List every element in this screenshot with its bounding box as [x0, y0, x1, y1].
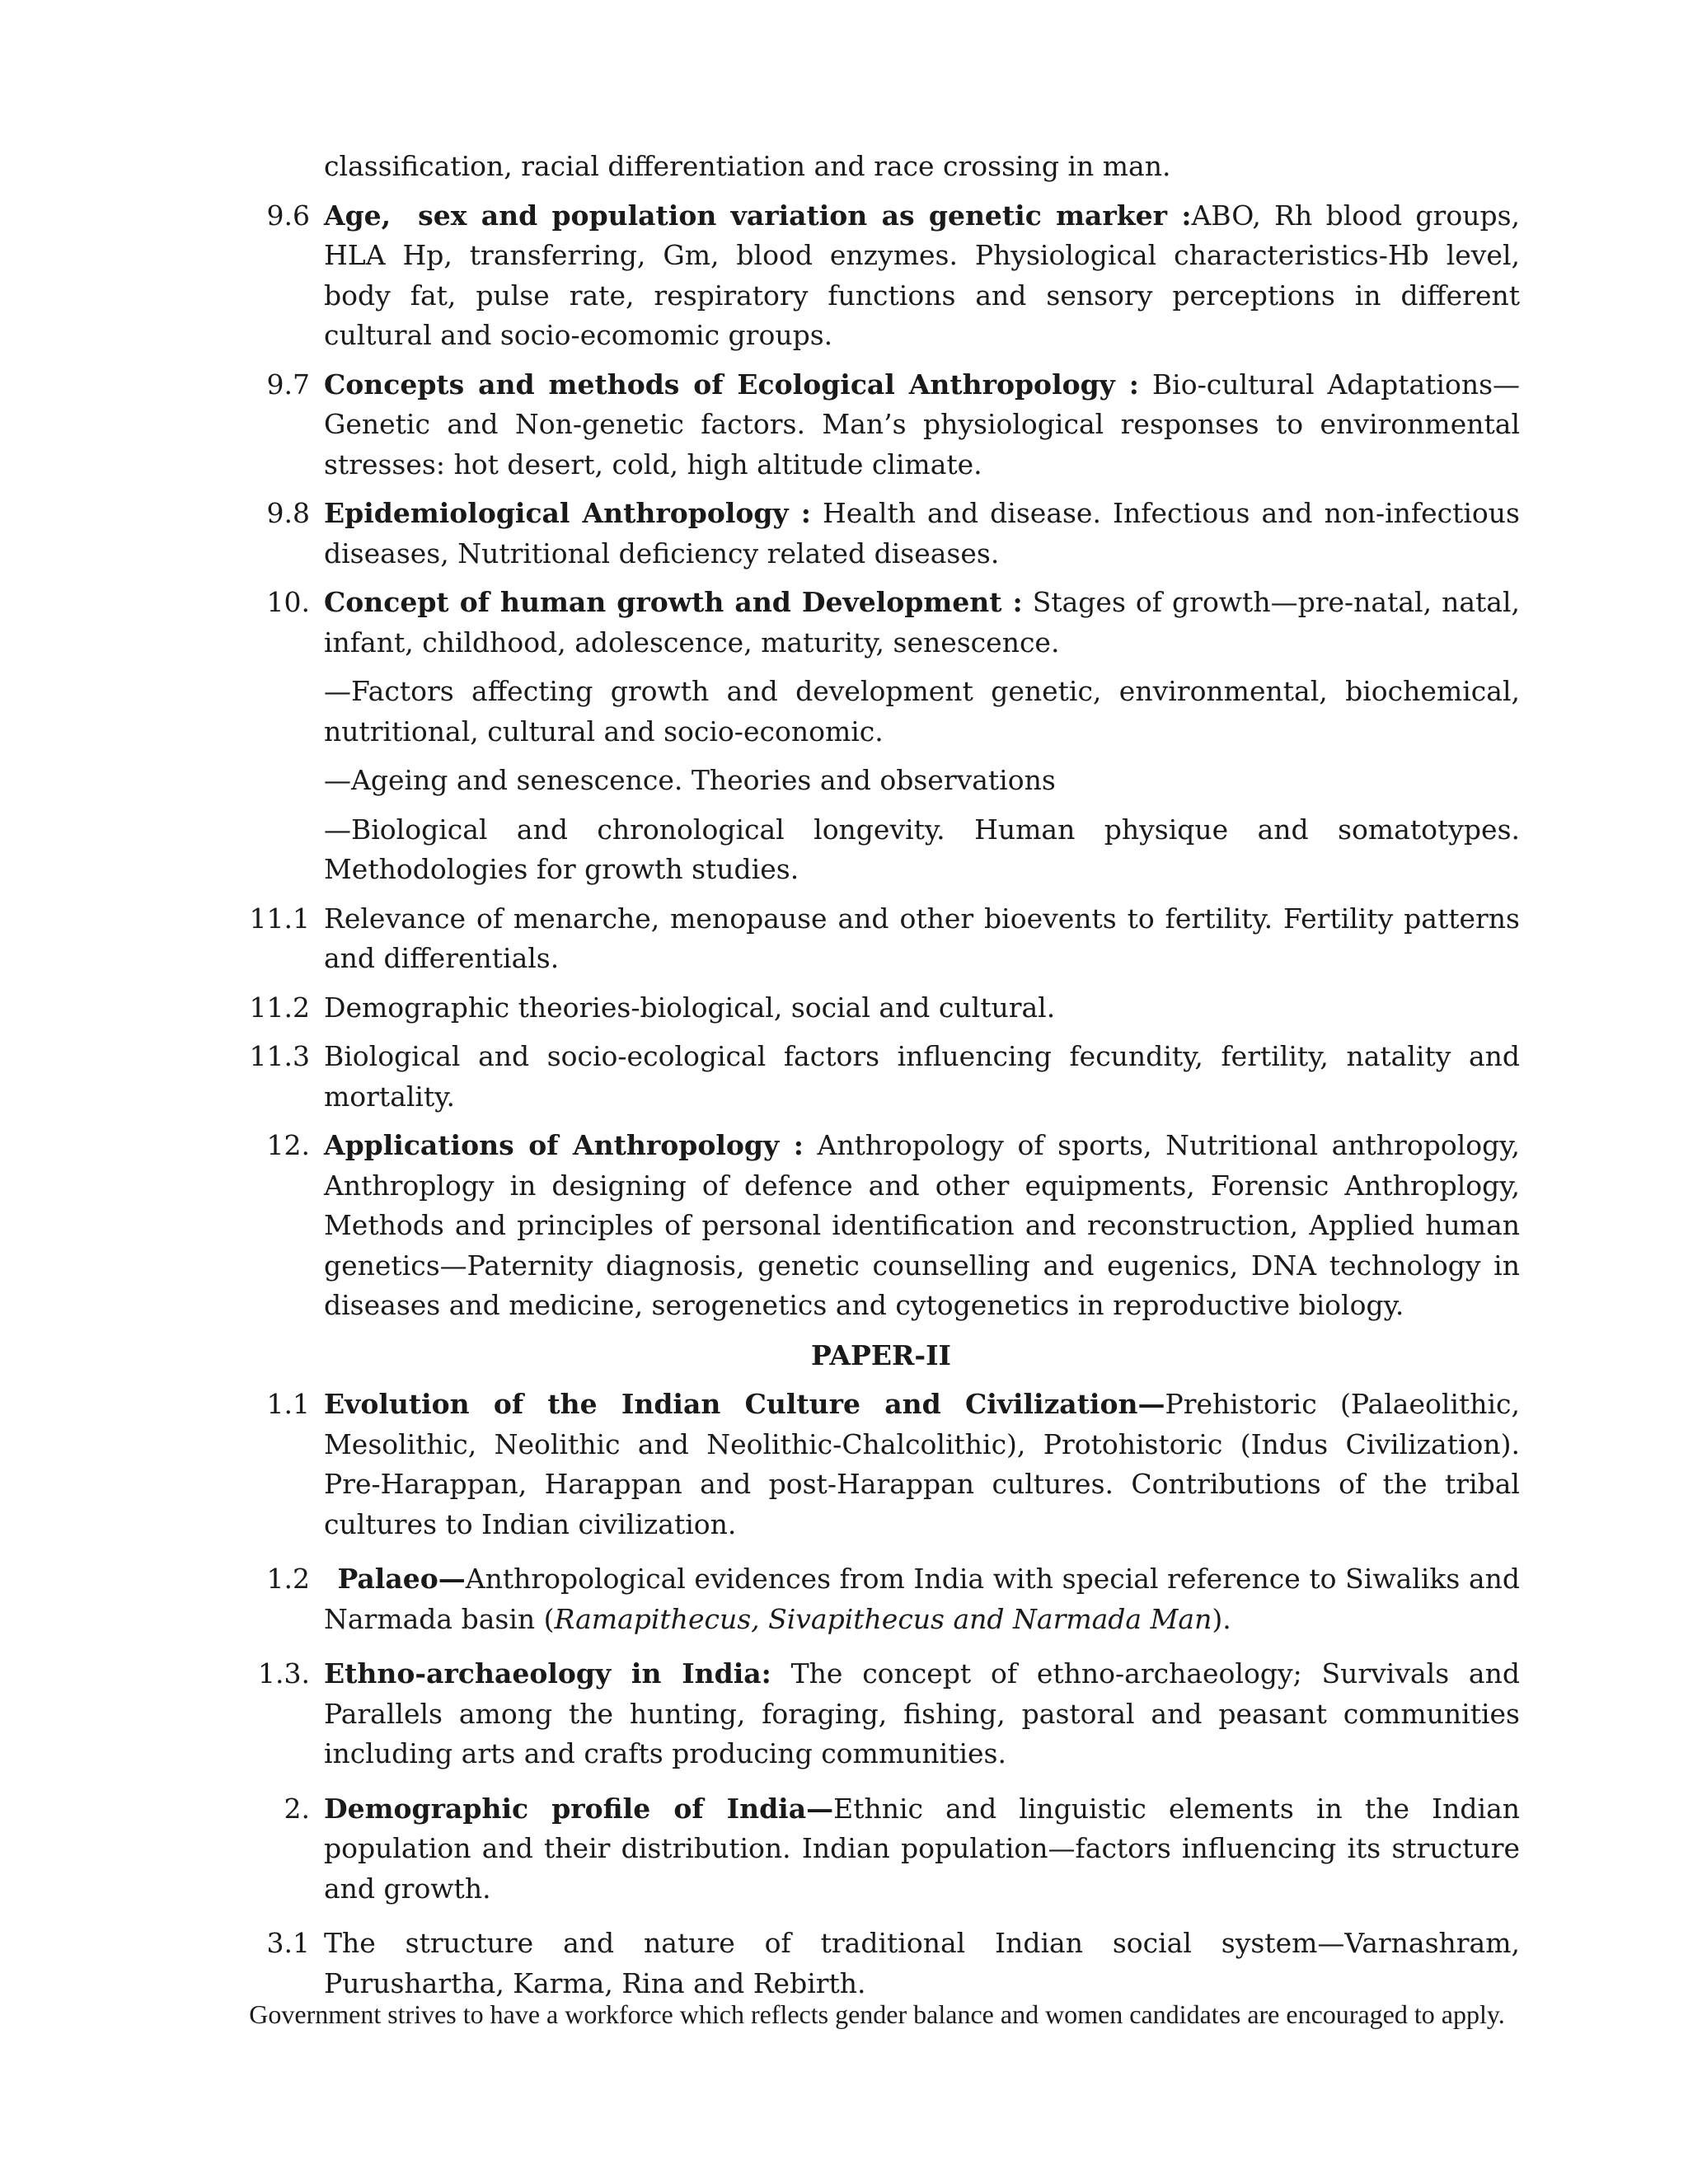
- item-text: Demographic theories-biological, social and cultural.: [324, 991, 1056, 1024]
- item-text: ABO, Rh blood groups, HLA Hp, transferring, Gm, blood enzymes. Physiological characteristics-Hb level, body fat, pulse rate, respiratory functions and sensory perceptions in different cultural and socio-ecomomic groups.: [324, 199, 1520, 351]
- item-text: Health and disease. Infectious and non-infectious diseases, Nutritional deficiency related diseases.: [324, 497, 1520, 569]
- list-item: [0, 1126, 1688, 1326]
- item-body: [324, 494, 1520, 574]
- item-italic: Ramapithecus, Sivapithecus and Narmada Man: [554, 1602, 1212, 1635]
- item-title: Palaeo—: [324, 1563, 466, 1595]
- item-text: Bio-cultural Adaptations—Genetic and Non-genetic factors. Man’s physiological responses to environmental stresses: hot desert, cold, high altitude climate.: [324, 368, 1521, 480]
- item-body: [324, 1789, 1520, 1910]
- item-number: 9.7: [266, 368, 310, 401]
- sub-point: —Biological and chronological longevity. Human physique and somatotypes. Methodologies for growth studies.: [324, 813, 1520, 885]
- item-text: Anthropological evidences from India with special reference to Siwaliks and Narmada basin (: [324, 1563, 1520, 1635]
- item-body: [324, 1654, 1520, 1774]
- footer-note: Government strives to have a workforce which reflects gender balance and women candidates are encouraged to apply.: [249, 1999, 1505, 2029]
- syllabus-content: [0, 147, 1688, 2004]
- item-number: 2.: [284, 1792, 310, 1825]
- item-text: Biological and socio-ecological factors influencing fecundity, fertility, natality and mortality.: [324, 1040, 1520, 1113]
- item-number: 9.6: [266, 199, 310, 232]
- list-item: [0, 899, 1688, 979]
- item-text: Ethnic and linguistic elements in the Indian population and their distribution. Indian population—factors influencing its structure and growth.: [324, 1792, 1521, 1905]
- item-text: Stages of growth—pre-natal, natal, infant, childhood, adolescence, maturity, senescence.: [324, 586, 1521, 658]
- item-number: 3.1: [266, 1927, 310, 1959]
- item-number: 11.1: [249, 902, 310, 935]
- item-body: [324, 1924, 1520, 2004]
- item-number: 1.2: [266, 1563, 310, 1595]
- item-text: The structure and nature of traditional Indian social system—Varnashram, Purushartha, Karma, Rina and Rebirth.: [324, 1927, 1520, 1999]
- list-item: [0, 1385, 1688, 1544]
- sub-point: —Factors affecting growth and development genetic, environmental, biochemical, nutritional, cultural and socio-economic.: [324, 675, 1520, 748]
- item-text: The concept of ethno-archaeology; Survivals and Parallels among the hunting, foraging, fishing, pastoral and peasant communities including arts and crafts producing communities.: [324, 1657, 1520, 1769]
- item-body: [324, 1126, 1520, 1326]
- item-text: Prehistoric (Palaeolithic, Mesolithic, Neolithic and Neolithic-Chalcolithic), Protohistoric (Indus Civilization). Pre-Harappan, Harappan and post-Harappan cultures. Contributions of the tribal cultures to Indian civilization.: [324, 1388, 1520, 1540]
- section-heading: PAPER-II: [811, 1338, 951, 1371]
- list-item: [0, 196, 1688, 356]
- item-number: 10.: [266, 586, 310, 618]
- list-item: [0, 1924, 1688, 2004]
- list-item: [0, 583, 1688, 663]
- item-number: 9.8: [266, 497, 310, 529]
- item-body: [324, 365, 1520, 485]
- item-body: [324, 583, 1520, 663]
- item-title: Concepts and methods of Ecological Anthropology :: [324, 368, 1139, 401]
- item-body: [324, 1559, 1520, 1639]
- item-number: 11.3: [249, 1040, 310, 1072]
- item-title: Ethno-archaeology in India:: [324, 1657, 771, 1690]
- item-title: Applications of Anthropology :: [324, 1129, 804, 1161]
- list-item: [0, 988, 1688, 1029]
- list-item: [0, 1654, 1688, 1774]
- item-body: [324, 988, 1520, 1029]
- item-tail: ).: [1212, 1602, 1231, 1635]
- item-body: [324, 196, 1520, 356]
- item-number: 12.: [266, 1129, 310, 1161]
- item-title: Age, sex and population variation as genetic marker :: [324, 199, 1192, 232]
- item-title: Epidemiological Anthropology :: [324, 497, 811, 529]
- item-text: Anthropology of sports, Nutritional anthropology, Anthroplogy in designing of defence and other equipments, Forensic Anthroplogy, Methods and principles of personal identification and reconstruction, Applied human genetics—Paternity diagnosis, genetic counselling and eugenics, DNA technology in diseases and medicine, serogenetics and cytogenetics in reproductive biology.: [324, 1129, 1520, 1321]
- item-body: [324, 899, 1520, 979]
- item-title: Evolution of the Indian Culture and Civilization—: [324, 1388, 1165, 1420]
- list-item: [0, 1559, 1688, 1639]
- item-title: Concept of human growth and Development :: [324, 586, 1023, 618]
- list-item: [0, 1037, 1688, 1117]
- continued-text: classification, racial differentiation and race crossing in man.: [324, 150, 1171, 182]
- item-number: 1.1: [266, 1388, 310, 1420]
- item-body: [324, 1037, 1520, 1117]
- item-title: Demographic profile of India—: [324, 1792, 834, 1825]
- item-text: Relevance of menarche, menopause and other bioevents to fertility. Fertility patterns and differentials.: [324, 902, 1520, 974]
- list-item: [0, 494, 1688, 574]
- item-body: [324, 1385, 1520, 1544]
- item-number: 11.2: [249, 991, 310, 1024]
- list-item: [0, 365, 1688, 485]
- sub-point: —Ageing and senescence. Theories and observations: [324, 764, 1056, 796]
- list-item: [0, 1789, 1688, 1910]
- item-number: 1.3.: [258, 1657, 310, 1690]
